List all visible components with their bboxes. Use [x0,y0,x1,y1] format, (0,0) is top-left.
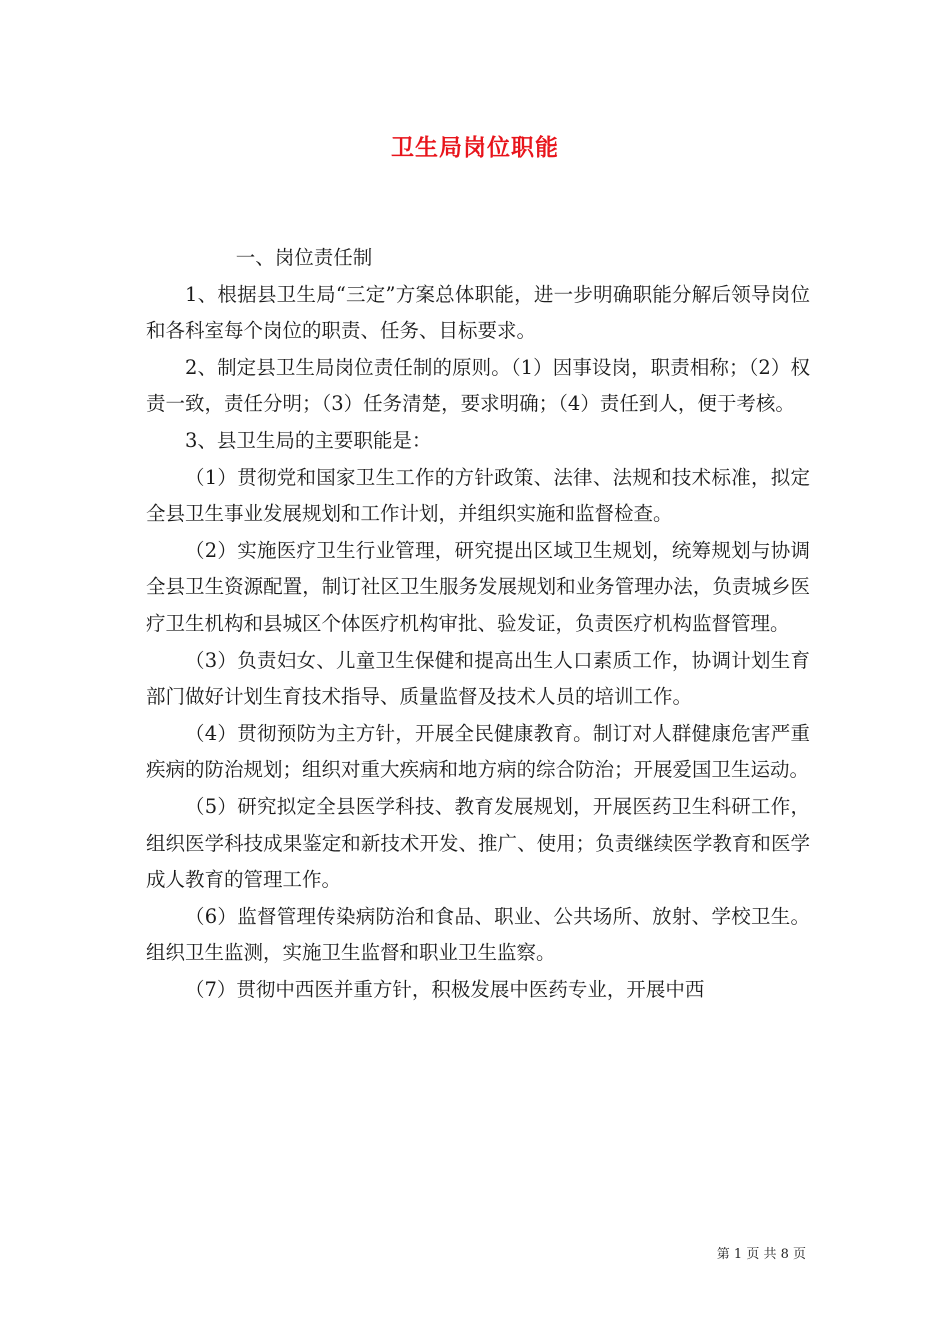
paragraph: （2）实施医疗卫生行业管理，研究提出区域卫生规划，统筹规划与协调全县卫生资源配置，制订社区卫生服务发展规划和业务管理办法，负责城乡医疗卫生机构和县城区个体医疗机构审批、验发证，负责医疗机构监督管理。 [146,538,810,635]
paragraph: 2、制定县卫生局岗位责任制的原则。（1）因事设岗，职责相称；（2）权责一致，责任分明；（3）任务清楚，要求明确；（4）责任到人，便于考核。 [146,355,810,416]
paragraph: 3、县卫生局的主要职能是： [185,428,432,452]
paragraph: （3）负责妇女、儿童卫生保健和提高出生人口素质工作，协调计划生育部门做好计划生育技术指导、质量监督及技术人员的培训工作。 [146,648,810,709]
paragraph: （6）监督管理传染病防治和食品、职业、公共场所、放射、学校卫生。组织卫生监测，实施卫生监督和职业卫生监察。 [146,904,810,965]
paragraph: （5）研究拟定全县医学科技、教育发展规划，开展医药卫生科研工作，组织医学科技成果鉴定和新技术开发、推广、使用；负责继续医学教育和医学成人教育的管理工作。 [146,794,810,892]
section-heading: 一、岗位责任制 [235,246,373,269]
paragraph: （1）贯彻党和国家卫生工作的方针政策、法律、法规和技术标准，拟定全县卫生事业发展规划和工作计划，并组织实施和监督检查。 [146,465,810,526]
paragraph: （7）贯彻中西医并重方针，积极发展中医药专业，开展中西 [185,977,705,1001]
paragraph: （4）贯彻预防为主方针，开展全民健康教育。制订对人群健康危害严重疾病的防治规划；组织对重大疾病和地方病的综合防治；开展爱国卫生运动。 [146,721,810,782]
page-number: 第 1 页 共 8 页 [716,1247,806,1262]
paragraph: 1、根据县卫生局“三定”方案总体职能，进一步明确职能分解后领导岗位和各科室每个岗位的职责、任务、目标要求。 [146,282,810,343]
document-title: 卫生局岗位职能 [391,134,559,161]
document-body [146,240,810,1008]
